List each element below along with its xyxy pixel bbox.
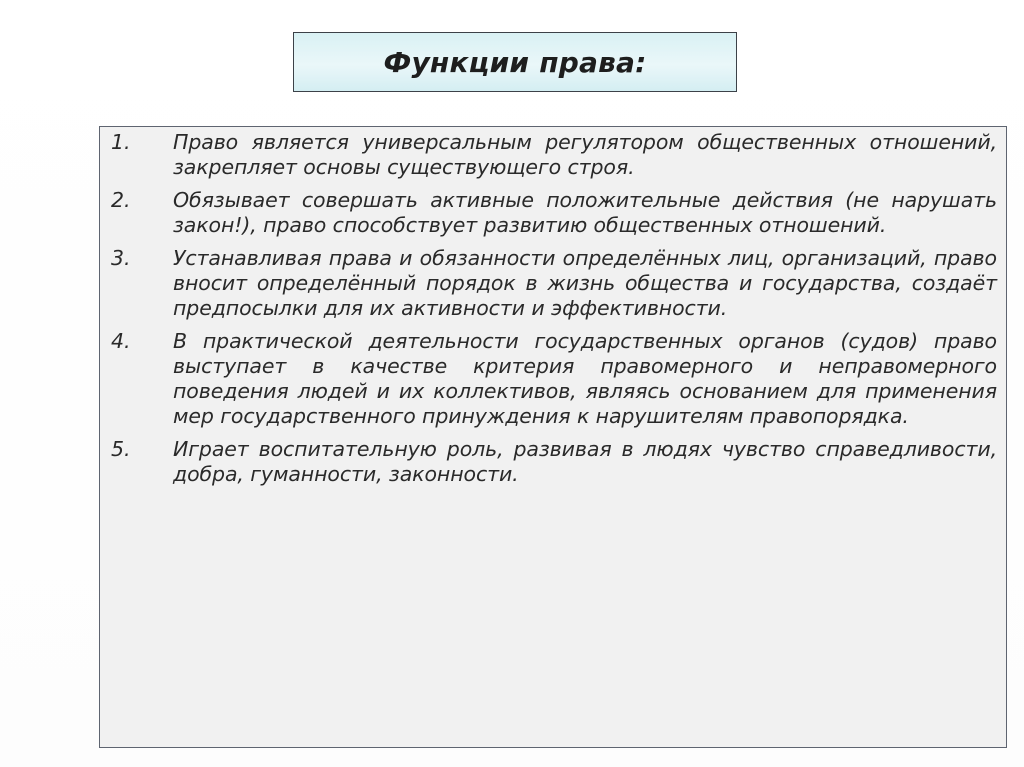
title-box [293, 32, 737, 92]
content-box [99, 126, 1007, 748]
list-item [100, 437, 1006, 487]
list-item-text: Право является универсальным регулятором общественных отношений, закрепляет основы существующего строя. [173, 130, 997, 179]
slide-title: Функции права: [383, 45, 647, 79]
list-item [100, 188, 1006, 238]
list-item-text: Играет воспитательную роль, развивая в людях чувство справедливости, добра, гуманности, законности. [173, 437, 997, 486]
list-item-number: 1. [111, 130, 131, 154]
list-item-text: В практической деятельности государственных органов (судов) право выступает в качестве критерия правомерного и неправомерного поведения людей и их коллективов, являясь основанием для применения мер государственного принуждения к нарушителям правопорядка. [173, 329, 997, 428]
list-item-number: 4. [111, 329, 131, 353]
list-item [100, 329, 1006, 429]
list-item-number: 5. [111, 437, 131, 461]
list-item-text: Устанавливая права и обязанности определённых лиц, организаций, право вносит определённый порядок в жизнь общества и государства, создаёт предпосылки для их активности и эффективности. [173, 246, 997, 320]
list-item-number: 3. [111, 246, 131, 270]
list-item [100, 130, 1006, 180]
list-item [100, 246, 1006, 321]
list-item-number: 2. [111, 188, 131, 212]
functions-list [100, 130, 1006, 495]
list-item-text: Обязывает совершать активные положительные действия (не нарушать закон!), право способствует развитию общественных отношений. [173, 188, 997, 237]
